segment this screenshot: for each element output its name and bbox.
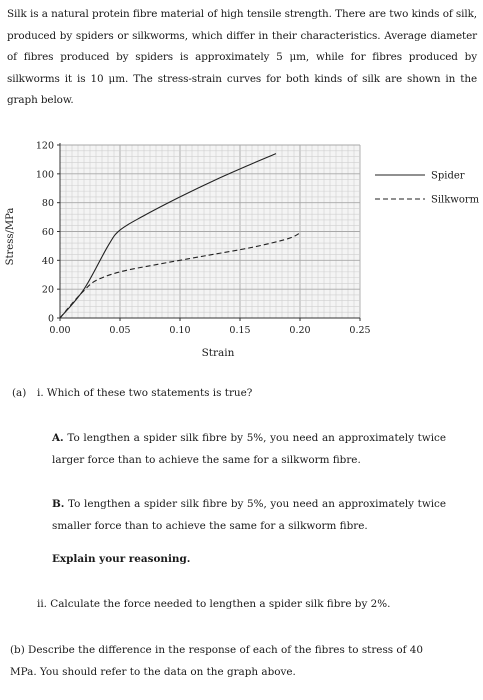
y-tick-label: 80: [41, 198, 54, 210]
option-b-text: To lengthen a spider silk fibre by 5%, you need an approximately twice smaller force than to achieve the same for a silkworm fibre.: [52, 498, 447, 532]
chart-legend: [375, 171, 480, 206]
option-a: [52, 428, 446, 471]
y-tick-label: 0: [47, 313, 54, 325]
x-tick-label: 0.15: [229, 325, 251, 336]
option-b: [52, 494, 446, 537]
y-tick-label: 100: [35, 169, 54, 181]
intro-text: Silk is a natural protein fibre material of high tensile strength. There are two kinds of silk, produced by spiders or silkworms, which differ in their characteristics. Average diameter of fibres produced by spiders is approximately 5 μm, while for fibres produced by silkworms it is 10 μm. The stress-strain curves for both kinds of silk are shown in the graph below.: [7, 8, 477, 106]
question-a-label: (a): [12, 387, 27, 399]
question-a-i: i. Which of these two statements is true?: [37, 387, 253, 399]
x-tick-label: 0.05: [109, 325, 131, 336]
chart-grid: [60, 145, 360, 318]
y-tick-label: 40: [41, 255, 54, 267]
stress-strain-chart: [0, 130, 483, 370]
x-tick-label: 0.00: [49, 325, 71, 336]
option-a-text: To lengthen a spider silk fibre by 5%, you need an approximately twice larger force than to achieve the same for a silkworm fibre.: [52, 432, 446, 466]
legend-label-silkworm: Silkworm: [431, 194, 480, 206]
x-tick-label: 0.20: [289, 325, 311, 336]
question-a-ii: ii. Calculate the force needed to lengthen a spider silk fibre by 2%.: [37, 598, 391, 610]
question-b: (b) Describe the difference in the response of each of the fibres to stress of 40 MPa. You should refer to the data on the graph above.: [10, 644, 424, 678]
y-axis-label: Stress/MPa: [5, 207, 16, 266]
explain-reasoning: Explain your reasoning.: [52, 553, 191, 565]
y-tick-label: 60: [41, 227, 54, 238]
option-a-letter: A.: [52, 432, 64, 444]
x-tick-label: 0.25: [349, 325, 371, 336]
y-tick-label: 20: [41, 284, 54, 296]
x-tick-label: 0.10: [169, 325, 191, 336]
y-tick-label: 120: [35, 140, 54, 152]
legend-label-spider: Spider: [431, 170, 465, 182]
x-axis-label: Strain: [201, 347, 235, 359]
option-b-letter: B.: [52, 498, 65, 510]
intro-paragraph: [7, 4, 477, 112]
